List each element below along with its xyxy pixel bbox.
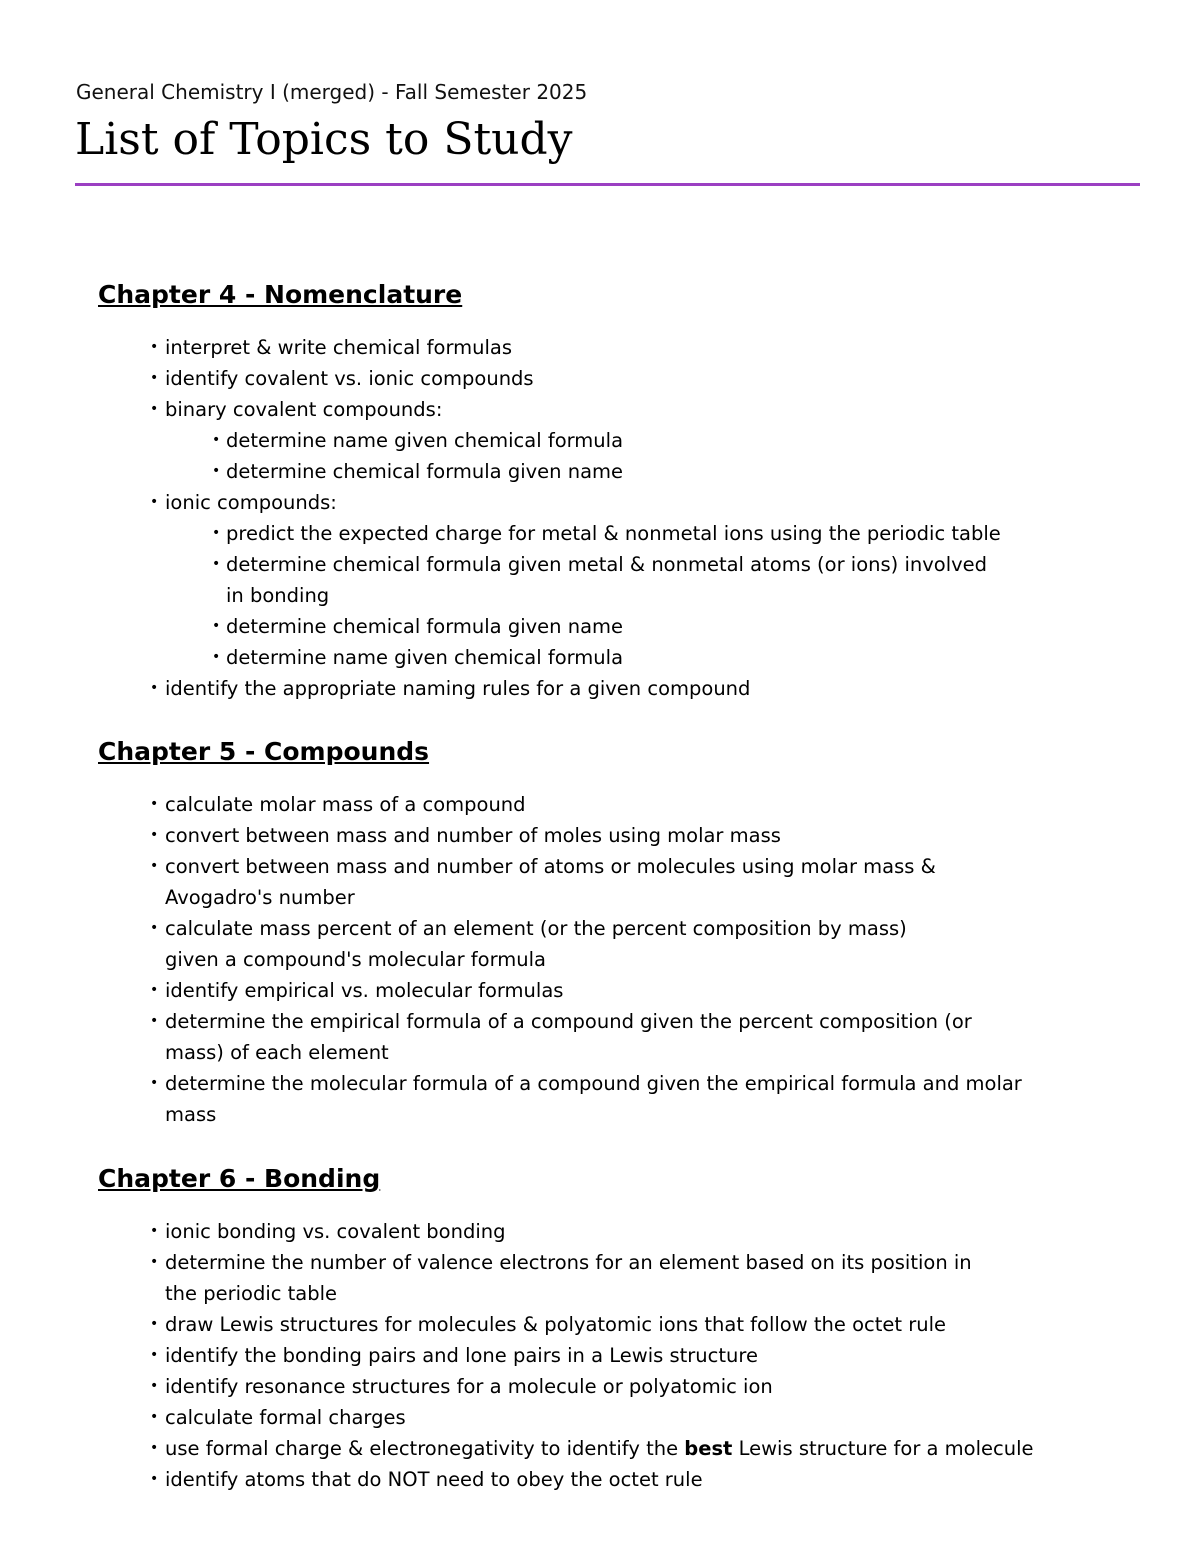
sub-list-item: • determine chemical formula given name [98, 611, 1058, 642]
list-item: • convert between mass and number of atoms or molecules using molar mass & Avogadro's number [98, 851, 1035, 913]
chapter-4-section [98, 278, 1058, 704]
list-item: • ionic compounds: [98, 487, 1058, 518]
list-item: • identify empirical vs. molecular formulas [98, 975, 1058, 1006]
list-item [98, 1433, 1058, 1464]
text-segment: Lewis structure for a molecule [732, 1437, 1034, 1460]
list-item: • identify resonance structures for a molecule or polyatomic ion [98, 1371, 1058, 1402]
topic-list [98, 789, 1058, 1130]
list-item: • identify atoms that do NOT need to obey the octet rule [98, 1464, 1058, 1495]
list-item: • calculate molar mass of a compound [98, 789, 1058, 820]
chapter-6-section [98, 1162, 1058, 1495]
chapter-heading: Chapter 6 - Bonding [98, 1164, 381, 1193]
list-item: • interpret & write chemical formulas [98, 332, 1058, 363]
topic-list [98, 332, 1058, 704]
sub-list-item: • determine chemical formula given name [98, 456, 1058, 487]
list-item: • determine the empirical formula of a compound given the percent composition (or mass) of each element [98, 1006, 1035, 1068]
list-item: • determine the number of valence electrons for an element based on its position in the periodic table [98, 1247, 1005, 1309]
chapter-heading: Chapter 4 - Nomenclature [98, 280, 463, 309]
list-item: • determine the molecular formula of a compound given the empirical formula and molar mass [98, 1068, 1025, 1130]
sub-list-item: • determine chemical formula given metal & nonmetal atoms (or ions) involved in bonding [98, 549, 1006, 611]
list-item: • calculate formal charges [98, 1402, 1058, 1433]
course-subtitle: General Chemistry I (merged) - Fall Semester 2025 [76, 80, 588, 104]
topic-list [98, 1216, 1058, 1495]
list-item: • identify the bonding pairs and lone pairs in a Lewis structure [98, 1340, 1058, 1371]
list-item: • convert between mass and number of moles using molar mass [98, 820, 1058, 851]
list-item: • identify covalent vs. ionic compounds [98, 363, 1058, 394]
emphasis-text: best [684, 1437, 733, 1460]
page-title: List of Topics to Study [75, 114, 573, 165]
text-segment: use formal charge & electronegativity to identify the [165, 1437, 685, 1460]
list-item: • ionic bonding vs. covalent bonding [98, 1216, 1058, 1247]
chapter-5-section [98, 735, 1058, 1130]
chapter-heading: Chapter 5 - Compounds [98, 737, 430, 766]
list-item: • calculate mass percent of an element (or the percent composition by mass) given a compound's molecular formula [98, 913, 965, 975]
sub-list-item: • determine name given chemical formula [98, 425, 1058, 456]
sub-list-item: • predict the expected charge for metal & nonmetal ions using the periodic table [98, 518, 1058, 549]
title-divider [75, 183, 1140, 186]
list-item: • draw Lewis structures for molecules & polyatomic ions that follow the octet rule [98, 1309, 1058, 1340]
list-item: • identify the appropriate naming rules for a given compound [98, 673, 1058, 704]
sub-list-item: • determine name given chemical formula [98, 642, 1058, 673]
list-item: • binary covalent compounds: [98, 394, 1058, 425]
